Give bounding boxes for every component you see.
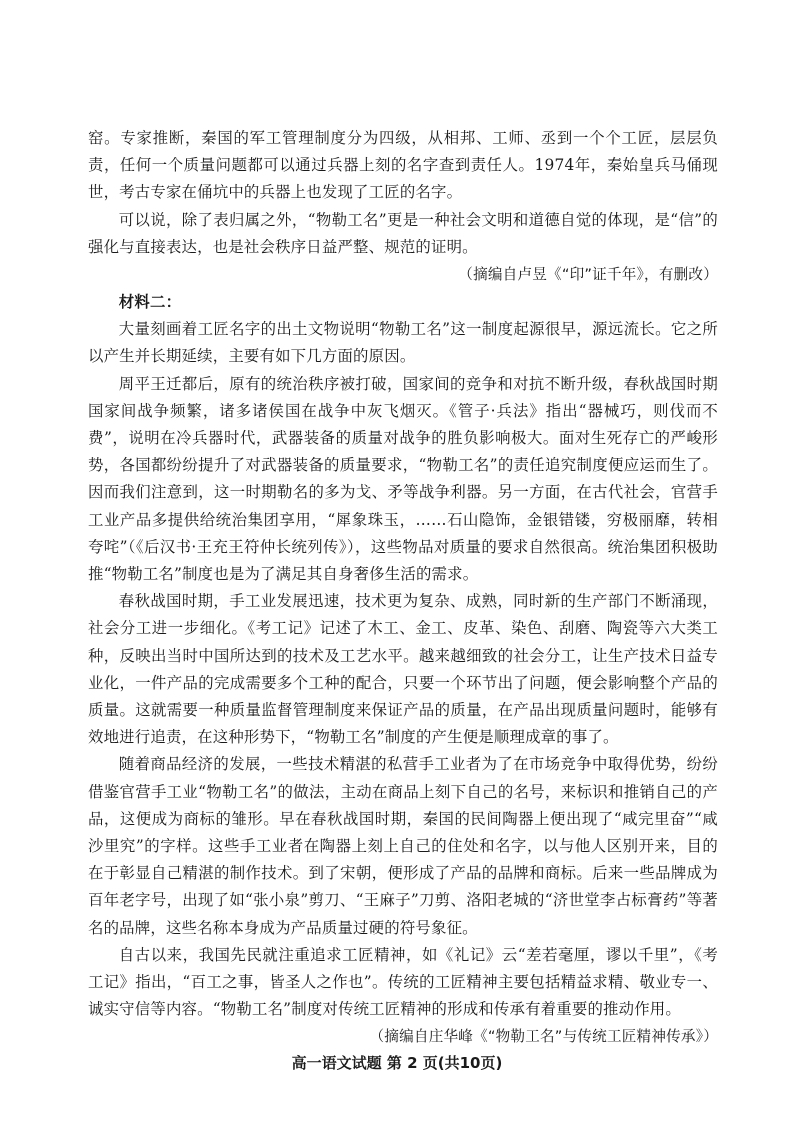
material-one-source: （摘编自卢昱《“印”证千年》，有删改） xyxy=(458,266,718,284)
material-two-paragraph-2: 周平王迁都后，原有的统治秩序被打破，国家间的竞争和对抗不断升级，春秋战国时期国家间战争频繁，诸多诸侯国在战争中灰飞烟灭。《管子·兵法》指出“器械巧，则伐而不费”，说明在冷兵器时代，武器装备的质量对战争的胜负影响极大。面对生死存亡的严峻形势，各国都纷纷提升了对武器装备的质量要求，“物勒工名”的责任追究制度便应运而生了。因而我们注意到，这一时期勒名的多为戈、矛等战争利器。另一方面，在古代社会，官营手工业产品多提供给统治集团享用，“犀象珠玉，……石山隐饰，金银错镂，穷极丽靡，转相夸咤”（《后汉书·王充王符仲长统列传》），这些物品对质量的要求自然很高。统治集团积极助推“物勒工名”制度也是为了满足其自身奢侈生活的需求。 xyxy=(88,374,718,584)
exam-page xyxy=(88,0,718,1124)
material-two-heading: 材料二： xyxy=(118,293,182,311)
material-one-paragraph-2: 可以说，除了表归属之外，“物勒工名”更是一种社会文明和道德自觉的体现，是“信”的强化与直接表达，也是社会秩序日益严整、规范的证明。 xyxy=(88,210,718,256)
material-two xyxy=(88,289,718,1051)
material-two-paragraph-4: 随着商品经济的发展，一些技术精湛的私营手工业者为了在市场竞争中取得优势，纷纷借鉴官营手工业“物勒工名”的做法，主动在商品上刻下自己的名号，来标识和推销自己的产品，这便成为商标的雏形。早在春秋战国时期，秦国的民间陶器上便出现了“咸完里奋”“咸沙里究”的字样。这些手工业者在陶器上刻上自己的住处和名字，以与他人区别开来，目的在于彰显自己精湛的制作技术。到了宋朝，便形成了产品的品牌和商标。后来一些品牌成为百年老字号，出现了如“张小泉”剪刀、“王麻子”刀剪、洛阳老城的“济世堂李占标膏药”等著名的品牌，这些名称本身成为产品质量过硬的符号象征。 xyxy=(88,755,718,937)
material-two-paragraph-5: 自古以来，我国先民就注重追求工匠精神，如《礼记》云“差若毫厘，谬以千里”，《考工记》指出，“百工之事，皆圣人之作也”。传统的工匠精神主要包括精益求精、敬业专一、诚实守信等内容。“物勒工名”制度对传统工匠精神的形成和传承有着重要的推动作用。 xyxy=(88,945,718,1019)
page-footer: 高一语文试题 第 2 页(共10页) xyxy=(291,1054,503,1072)
material-two-paragraph-1: 大量刻画着工匠名字的出土文物说明“物勒工名”这一制度起源很早，源远流长。它之所以产生并长期延续，主要有如下几方面的原因。 xyxy=(88,320,718,366)
material-one-paragraph-1: 窑。专家推断，秦国的军工管理制度分为四级，从相邦、工师、丞到一个个工匠，层层负责，任何一个质量问题都可以通过兵器上刻的名字查到责任人。1974年，秦始皇兵马俑现世，考古专家在俑坑中的兵器上也发现了工匠的名字。 xyxy=(88,129,718,202)
material-two-paragraph-3: 春秋战国时期，手工业发展迅速，技术更为复杂、成熟，同时新的生产部门不断涌现，社会分工进一步细化。《考工记》记述了木工、金工、皮革、染色、刮磨、陶瓷等六大类工种，反映出当时中国所达到的技术及工艺水平。越来越细致的社会分工，让生产技术日益专业化，一件产品的完成需要多个工种的配合，只要一个环节出了问题，便会影响整个产品的质量。这就需要一种质量监督管理制度来保证产品的质量，在产品出现质量问题时，能够有效地进行追责，在这种形势下，“物勒工名”制度的产生便是顺理成章的事了。 xyxy=(88,592,718,747)
material-one-continuation xyxy=(88,125,718,288)
material-two-source: （摘编自庄华峰《“物勒工名”与传统工匠精神传承》） xyxy=(369,1028,718,1046)
